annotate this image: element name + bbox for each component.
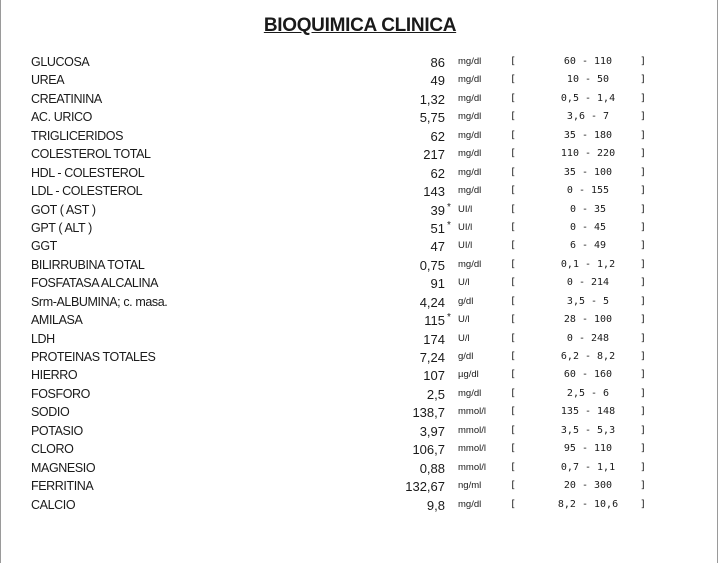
- reference-range: 135 - 148: [560, 406, 616, 418]
- reference-range: 28 - 100: [563, 314, 613, 326]
- result-row: [0, 460, 720, 478]
- range-bracket-close: ]: [640, 74, 647, 86]
- reference-range: 0 - 248: [566, 332, 610, 344]
- test-name: GPT ( ALT ): [31, 220, 92, 235]
- reference-range: 3,5 - 5,3: [560, 424, 616, 436]
- result-row: [0, 349, 720, 367]
- range-bracket-open: [: [510, 203, 517, 215]
- range-bracket-close: ]: [640, 498, 647, 510]
- test-name: SODIO: [31, 405, 70, 420]
- range-bracket-open: [: [510, 498, 517, 510]
- test-unit: UI/l: [458, 240, 473, 252]
- test-value: 7,24: [419, 350, 445, 365]
- test-name: GOT ( AST ): [31, 202, 96, 217]
- reference-range: 10 - 50: [566, 74, 610, 86]
- test-value: 47: [430, 239, 445, 255]
- range-bracket-open: [: [510, 56, 517, 67]
- range-bracket-close: ]: [640, 332, 647, 344]
- result-row: [0, 441, 720, 459]
- test-name: Srm-ALBUMINA; c. masa.: [31, 294, 168, 309]
- reference-range: 8,2 - 10,6: [557, 498, 619, 510]
- test-value: 143: [423, 184, 445, 200]
- test-unit: mmol/l: [458, 443, 486, 455]
- test-unit: ng/ml: [458, 480, 482, 492]
- reference-range: 0 - 155: [566, 185, 610, 197]
- test-unit: mg/dl: [458, 111, 482, 123]
- results-table: [0, 54, 720, 515]
- test-name: GGT: [31, 239, 57, 254]
- test-value: 0,88: [419, 460, 445, 476]
- abnormal-flag: *: [447, 312, 451, 324]
- range-bracket-open: [: [510, 74, 517, 86]
- range-bracket-close: ]: [640, 148, 647, 160]
- test-value: 106,7: [412, 442, 445, 458]
- range-bracket-open: [: [510, 406, 517, 418]
- result-row: [0, 165, 720, 183]
- test-value: 107: [423, 368, 445, 384]
- test-unit: UI/l: [458, 203, 473, 215]
- test-unit: mmol/l: [458, 406, 486, 418]
- range-bracket-close: ]: [640, 351, 647, 362]
- test-name: AMILASA: [31, 313, 83, 328]
- test-name: BILIRRUBINA TOTAL: [31, 257, 145, 272]
- test-value: 132,67: [405, 479, 445, 495]
- range-bracket-open: [: [510, 443, 517, 455]
- test-name: CALCIO: [31, 497, 76, 512]
- test-name: MAGNESIO: [31, 460, 96, 475]
- range-bracket-close: ]: [640, 203, 647, 215]
- range-bracket-open: [: [510, 295, 517, 307]
- range-bracket-open: [: [510, 166, 517, 178]
- result-row: [0, 109, 720, 127]
- reference-range: 0 - 35: [569, 203, 607, 215]
- result-row: [0, 183, 720, 201]
- test-value: 2,5: [426, 386, 445, 402]
- range-bracket-open: [: [510, 258, 517, 270]
- result-row: [0, 220, 720, 238]
- result-row: [0, 54, 720, 72]
- range-bracket-open: [: [510, 148, 517, 160]
- range-bracket-close: ]: [640, 443, 647, 455]
- range-bracket-open: [: [510, 185, 517, 197]
- reference-range: 6,2 - 8,2: [560, 351, 616, 362]
- test-name: TRIGLICERIDOS: [31, 128, 124, 143]
- result-row: [0, 478, 720, 496]
- range-bracket-close: ]: [640, 387, 647, 399]
- test-value: 217: [423, 147, 445, 163]
- reference-range: 110 - 220: [560, 148, 616, 160]
- range-bracket-close: ]: [640, 406, 647, 418]
- result-row: [0, 331, 720, 349]
- range-bracket-open: [: [510, 111, 517, 123]
- range-bracket-close: ]: [640, 111, 647, 123]
- range-bracket-close: ]: [640, 295, 647, 307]
- range-bracket-open: [: [510, 92, 517, 104]
- report-title: BIOQUIMICA CLINICA: [263, 15, 457, 36]
- test-value: 5,75: [419, 110, 445, 126]
- range-bracket-close: ]: [640, 92, 647, 104]
- range-bracket-open: [: [510, 314, 517, 326]
- test-name: FOSFORO: [31, 386, 91, 401]
- test-value: 138,7: [412, 405, 445, 421]
- test-name: POTASIO: [31, 423, 83, 438]
- result-row: [0, 423, 720, 441]
- result-row: [0, 497, 720, 515]
- test-name: FERRITINA: [31, 479, 94, 494]
- range-bracket-open: [: [510, 480, 517, 492]
- test-unit: mg/dl: [458, 387, 482, 399]
- reference-range: 0 - 214: [566, 277, 610, 289]
- reference-range: 95 - 110: [563, 443, 613, 455]
- reference-range: 20 - 300: [563, 480, 613, 492]
- test-name: LDH: [31, 331, 55, 346]
- reference-range: 60 - 160: [563, 369, 613, 381]
- test-value: 86: [430, 55, 445, 70]
- reference-range: 0,7 - 1,1: [560, 461, 616, 473]
- range-bracket-open: [: [510, 461, 517, 473]
- test-unit: U/l: [458, 332, 470, 344]
- range-bracket-close: ]: [640, 461, 647, 473]
- test-name: PROTEINAS TOTALES: [31, 350, 156, 364]
- abnormal-flag: *: [447, 201, 451, 213]
- test-name: UREA: [31, 73, 65, 88]
- range-bracket-close: ]: [640, 314, 647, 326]
- result-row: [0, 202, 720, 220]
- test-value: 4,24: [419, 294, 445, 310]
- test-unit: mmol/l: [458, 461, 486, 473]
- test-value: 1,32: [419, 91, 445, 107]
- test-name: CREATININA: [31, 91, 102, 106]
- range-bracket-open: [: [510, 424, 517, 436]
- range-bracket-open: [: [510, 351, 517, 362]
- range-bracket-close: ]: [640, 240, 647, 252]
- range-bracket-close: ]: [640, 166, 647, 178]
- test-unit: mg/dl: [458, 56, 482, 67]
- test-unit: µg/dl: [458, 369, 479, 381]
- test-name: LDL - COLESTEROL: [31, 184, 143, 199]
- result-row: [0, 91, 720, 109]
- range-bracket-close: ]: [640, 480, 647, 492]
- test-unit: U/l: [458, 277, 470, 289]
- result-row: [0, 312, 720, 330]
- result-row: [0, 72, 720, 90]
- result-row: [0, 146, 720, 164]
- test-unit: mg/dl: [458, 258, 482, 270]
- range-bracket-open: [: [510, 129, 517, 141]
- reference-range: 3,6 - 7: [566, 111, 610, 123]
- result-row: [0, 275, 720, 293]
- test-value: 51: [430, 220, 445, 236]
- range-bracket-open: [: [510, 332, 517, 344]
- result-row: [0, 238, 720, 256]
- test-unit: mg/dl: [458, 74, 482, 86]
- reference-range: 2,5 - 6: [566, 387, 610, 399]
- reference-range: 3,5 - 5: [566, 295, 610, 307]
- result-row: [0, 367, 720, 385]
- test-unit: mg/dl: [458, 129, 482, 141]
- test-name: AC. URICO: [31, 110, 92, 125]
- range-bracket-close: ]: [640, 56, 647, 67]
- test-value: 0,75: [419, 257, 445, 273]
- abnormal-flag: *: [447, 219, 451, 231]
- test-unit: mg/dl: [458, 185, 482, 197]
- range-bracket-close: ]: [640, 129, 647, 141]
- test-name: GLUCOSA: [31, 55, 90, 69]
- test-value: 91: [430, 276, 445, 292]
- reference-range: 35 - 100: [563, 166, 613, 178]
- range-bracket-close: ]: [640, 277, 647, 289]
- test-unit: mg/dl: [458, 148, 482, 160]
- reference-range: 60 - 110: [563, 56, 613, 67]
- test-unit: UI/l: [458, 221, 473, 233]
- test-unit: mg/dl: [458, 166, 482, 178]
- test-value: 174: [423, 331, 445, 347]
- reference-range: 0,1 - 1,2: [560, 258, 616, 270]
- test-value: 62: [430, 165, 445, 181]
- test-value: 9,8: [426, 497, 445, 513]
- reference-range: 0,5 - 1,4: [560, 92, 616, 104]
- range-bracket-close: ]: [640, 369, 647, 381]
- result-row: [0, 386, 720, 404]
- test-value: 39: [430, 202, 445, 218]
- range-bracket-close: ]: [640, 258, 647, 270]
- range-bracket-close: ]: [640, 424, 647, 436]
- test-name: COLESTEROL TOTAL: [31, 147, 151, 162]
- result-row: [0, 404, 720, 422]
- test-value: 115: [424, 313, 445, 329]
- test-unit: g/dl: [458, 351, 474, 362]
- result-row: [0, 257, 720, 275]
- test-name: HIERRO: [31, 368, 78, 383]
- test-unit: U/l: [458, 314, 470, 326]
- test-name: CLORO: [31, 442, 74, 457]
- reference-range: 35 - 180: [563, 129, 613, 141]
- range-bracket-open: [: [510, 277, 517, 289]
- result-row: [0, 128, 720, 146]
- test-unit: mg/dl: [458, 92, 482, 104]
- test-value: 62: [430, 128, 445, 144]
- test-value: 49: [430, 73, 445, 89]
- range-bracket-open: [: [510, 387, 517, 399]
- test-unit: mmol/l: [458, 424, 486, 436]
- test-unit: mg/dl: [458, 498, 482, 510]
- range-bracket-close: ]: [640, 221, 647, 233]
- test-value: 3,97: [419, 423, 445, 439]
- result-row: [0, 294, 720, 312]
- reference-range: 0 - 45: [569, 221, 607, 233]
- test-name: HDL - COLESTEROL: [31, 165, 145, 180]
- test-unit: g/dl: [458, 295, 474, 307]
- range-bracket-open: [: [510, 369, 517, 381]
- range-bracket-open: [: [510, 221, 517, 233]
- range-bracket-close: ]: [640, 185, 647, 197]
- test-name: FOSFATASA ALCALINA: [31, 276, 159, 291]
- range-bracket-open: [: [510, 240, 517, 252]
- reference-range: 6 - 49: [569, 240, 607, 252]
